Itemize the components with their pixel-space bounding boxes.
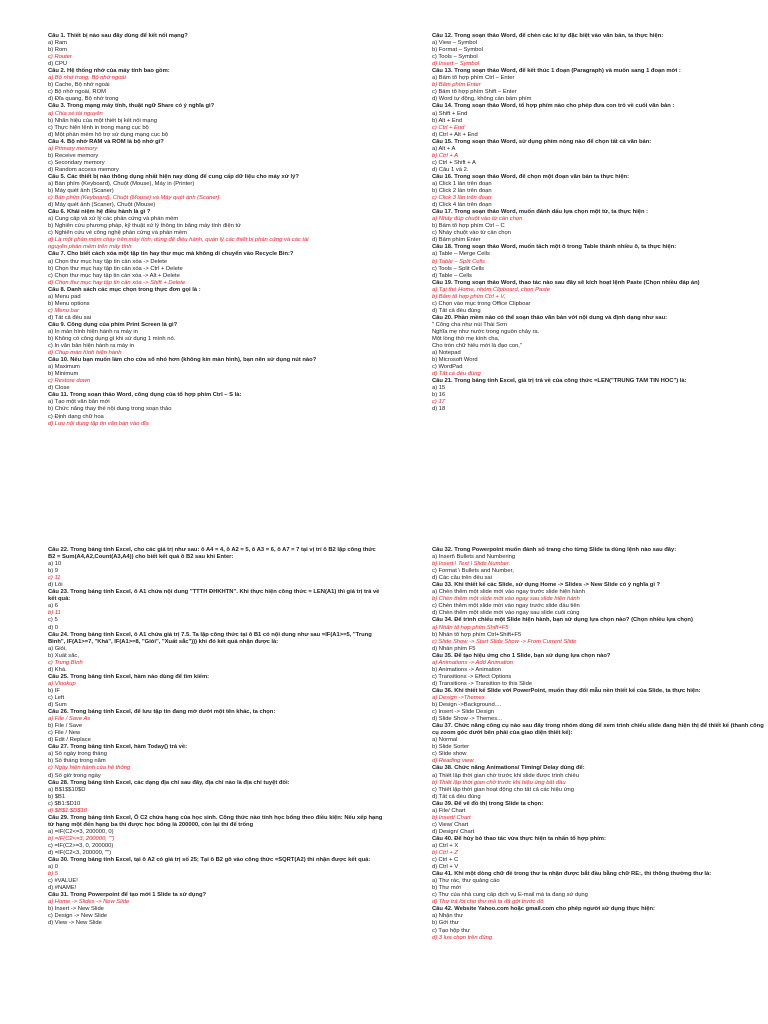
answer-option: d) Slide Show -> Themes... [432, 716, 502, 723]
question-text: Câu 34. Để trình chiếu một Slide hiện hành, bạn sử dụng lựa chọn nào? (Chọn nhiều lựa chọn) [432, 617, 693, 624]
answer-option: c) Thiết lập thời gian hoạt động cho tất cả các hiệu ứng [432, 786, 574, 793]
answer-option-correct: d) Reading view [432, 758, 474, 765]
question-text: Câu 27. Trong bảng tính Excel, hàm Today() trả về: [48, 744, 188, 751]
answer-option: d) Edit / Replace [48, 737, 91, 744]
answer-option: d) CPU [48, 61, 68, 68]
question-text: Câu 9. Công dụng của phím Print Screen là gì? [48, 321, 178, 328]
question-text: Câu 3. Trong mạng máy tính, thuật ngữ Share có ý nghĩa gì? [48, 103, 215, 110]
question-text: Câu 4. Bộ nhớ RAM và ROM là bộ nhớ gì? [48, 138, 164, 145]
answer-option: d) Ctrl + V [432, 864, 459, 871]
question-text: Câu 26. Trong bảng tính Excel, để lưu tập tin đang mở dưới một tên khác, ta chọn: [48, 709, 276, 716]
answer-option-correct: c) Router [48, 54, 72, 61]
answer-option: b) Thư mới [432, 885, 461, 892]
question-text: Câu 15. Trong soạn thảo Word, sử dụng phím nóng nào để chọn tất cả văn bản: [432, 138, 652, 145]
answer-option: c) Chèn thêm một slide mới vào ngay trước slide đầu tiên [432, 603, 580, 610]
answer-option: a) 0 [48, 864, 58, 871]
question-text: Câu 10. Nếu bạn muốn làm cho cửa sổ nhỏ hơn (không kín màn hình), bạn nên sử dụng nút nào? [48, 357, 317, 364]
answer-option: c) Tạo hộp thư [432, 927, 470, 934]
answer-option-correct: b) Bấm phím Enter [432, 82, 481, 89]
answer-option: d) Số giờ trong ngày [48, 772, 101, 779]
answer-option-correct: a) Vlookup [48, 680, 76, 687]
answer-option: d) Một phần mềm hỗ trợ sử dụng mạng cục bộ [48, 131, 169, 138]
answer-option: c) Transitions -> Effect Options [432, 673, 512, 680]
answer-option: a) In màn hình hiện hành ra máy in [48, 328, 138, 335]
answer-option: d) Bấm phím Enter [432, 237, 481, 244]
question-text: Câu 22. Trong bảng tính Excel, cho các giá trị như sau: ô A4 = 4, ô A2 = 5, ô A3 = 6, ô A7 = 7 tại vị trí ô B2 lập công thức B2 = Sum(A4,A2,Count(A3,A4)) cho biết kết quả ô B2 sau khi Enter: [48, 547, 376, 561]
question-text: Câu 20. Phần mềm nào có thể soạn thảo văn bản với nội dung và định dạng như sau: [432, 314, 668, 321]
answer-option: d) Table – Cells [432, 272, 472, 279]
answer-option: a) Số ngày trong tháng [48, 751, 107, 758]
question-text: Câu 24. Trong bảng tính Excel, ô A1 chứa giá trị 7.5. Ta lập công thức tại ô B1 có nội dung như sau =IF(A1>=5, "Trung Bình", IF(A1>=7, "Khá", IF(A1>=8, "Giỏi", "Xuất sắc"))) khi đó kết quả nhận được là: [48, 631, 372, 645]
answer-option-correct: b) Ctrl + A [432, 152, 459, 159]
answer-option: c) File / New [48, 730, 81, 737]
answer-option-correct: a) Tại thẻ Home, nhóm Clipboard, chọn Paste [432, 286, 550, 293]
answer-option: c) Ctrl + C [432, 857, 459, 864]
answer-option: c) Format \ Bullets and Number, [432, 568, 514, 575]
answer-option: c) In văn bản hiện hành ra máy in [48, 343, 135, 350]
answer-option-correct: c) Slide Show -> Start Slide Show -> From Current Slide [432, 638, 577, 645]
answer-option: d) Ctrl + Alt + End [432, 131, 478, 138]
answer-option-correct: a) Nhấn tổ hợp phím Shift+F5 [432, 624, 509, 631]
answer-option: d) 0 [48, 624, 58, 631]
answer-option: d) Design/ Chart [432, 828, 475, 835]
answer-option: a) 15 [432, 385, 446, 392]
answer-option: c) Tools – Split Cells [432, 265, 485, 272]
answer-option: a) Click 1 lần trên đoạn [432, 180, 492, 187]
answer-option: b) 9 [48, 568, 58, 575]
answer-option-correct: b) 5 [48, 871, 58, 878]
answer-option: d) Sum [48, 702, 67, 709]
answer-option: a) Normal [432, 737, 458, 744]
answer-option: b) Slide Sorter [432, 744, 470, 751]
column-top-left [48, 33, 383, 428]
answer-option: d) #NAME! [48, 885, 77, 892]
answer-option: d) Máy quét ảnh (Scaner), Chuột (Mouse) [48, 202, 156, 209]
answer-option-correct: b) Thiết lập thời gian chờ trước khi hiệu ứng bắt đầu [432, 779, 566, 786]
question-text: Câu 38. Chức năng Animations/ Timing/ Delay dùng để: [432, 765, 585, 772]
answer-option: a) Notepad [432, 350, 461, 357]
question-text: Câu 21. Trong bảng tính Excel, giá trị trả về của công thức =LEN("TRUNG TAM TIN HOC") là: [432, 378, 687, 385]
answer-option: a) Giỏi, [48, 645, 67, 652]
question-text: Câu 18. Trong soạn thảo Word, muốn tách một ô trong Table thành nhiều ô, ta thực hiện: [432, 244, 677, 251]
answer-option-correct: d) Lưu nội dung tập tin văn bản vào đĩa [48, 420, 149, 427]
answer-option: c) Tools – Symbol [432, 54, 478, 61]
question-text: Câu 32. Trong Powerpoint muốn đánh số trang cho từng Slide ta dùng lệnh nào sau đây: [432, 547, 677, 553]
answer-option-correct: a) Design ->Themes [432, 694, 485, 701]
answer-option-correct: b) Insert/ Chart [432, 814, 471, 821]
answer-option-correct: c) 17 [432, 399, 445, 406]
answer-option-correct: c) Restore down [48, 378, 91, 385]
answer-option: a) Alt + A [432, 145, 456, 152]
question-text: Câu 29. Trong bảng tính Excel, Ô C2 chứa hạng của học sinh. Công thức nào tính học bổng theo điều kiện: Nếu xếp hạng từ hạng một đến hạng ba thì được học bổng là 200000, còn lại thì để trống [48, 814, 383, 828]
answer-option: c) =IF(C2>=3, 0, 200000) [48, 842, 114, 849]
answer-option: a) Ctrl + X [432, 842, 459, 849]
answer-option: c) Chọn thư mục hay tập tin cần xóa -> Alt + Delete [48, 272, 180, 279]
question-text: Câu 11. Trong soạn thảo Word, công dụng của tổ hợp phím Ctrl – S là: [48, 392, 242, 399]
answer-option: a) Nhận thư [432, 913, 463, 920]
answer-option-correct: a) Chia sẻ tài nguyên [48, 110, 103, 117]
answer-option: a) Chọn thư mục hay tập tin cần xóa -> Delete [48, 258, 168, 265]
answer-option-correct: nguyên phần mềm trên máy tính [48, 244, 132, 251]
answer-option: c) Secondary memory [48, 159, 105, 166]
question-text: Câu 25. Trong bảng tính Excel, hàm nào dùng để tìm kiếm: [48, 673, 210, 680]
answer-option: a) Tạo một văn bản mới [48, 399, 110, 406]
answer-option: a) Bấm tổ hợp phím Ctrl – Enter [432, 75, 515, 82]
answer-option: b) Nhấn tổ hợp phím Ctrl+Shift+F5 [432, 631, 522, 638]
answer-option: b) Xuất sắc, [48, 652, 79, 659]
question-text: Câu 35. Để tạo hiệu ứng cho 1 Slide, bạn sử dụng lựa chọn nào? [432, 652, 611, 659]
answer-option: d) Word tự động, không cần bấm phím [432, 96, 532, 103]
answer-option: a) Maximum [48, 364, 80, 371]
answer-option: c) Design -> New Slide [48, 913, 108, 920]
answer-option: d) View -> New Slide [48, 920, 102, 927]
answer-option: a) =IF(C2<=3, 200000, 0) [48, 828, 114, 835]
answer-option: c) View/ Chart [432, 821, 469, 828]
answer-option-correct: d) Chọn thư mục hay tập tin cần xóa -> Shift + Delete [48, 279, 186, 286]
question-text: Câu 2. Hệ thống nhớ của máy tính bao gồm: [48, 68, 170, 75]
answer-option: b) Rom [48, 47, 68, 54]
answer-option-correct: a) Animations -> Add Animation [432, 659, 514, 666]
column-bottom-left [48, 547, 383, 928]
answer-option: c) Insert -> Slide Design [432, 709, 495, 716]
answer-option: b) Cache, Bộ nhớ ngoài [48, 82, 110, 89]
question-text: Câu 19. Trong soạn thảo Word, thao tác nào sau đây sẽ kích hoạt lệnh Paste (Chọn nhiều đáp án) [432, 279, 700, 286]
answer-option-correct: c) Click 3 lần trên đoạn [432, 195, 492, 202]
answer-option-correct: d) Thư trả lời cho thư mà ta đã gởi trước đó [432, 899, 544, 906]
question-text: Câu 28. Trong bảng tính Excel, các dạng địa chỉ sau đây, địa chỉ nào là địa chỉ tuyệt đối: [48, 779, 290, 786]
answer-option: a) 10 [48, 561, 62, 568]
answer-option: c) Bộ nhớ ngoài, ROM [48, 89, 106, 96]
question-text: Câu 42. Website Yahoo.com hoặc gmail.com cho phép người sử dụng thực hiện: [432, 906, 655, 913]
answer-option: a) Menu pad [48, 293, 81, 300]
answer-option: d) Câu 1 và 2. [432, 166, 469, 173]
question-text: Câu 40. Để hủy bỏ thao tác vừa thực hiện ta nhấn tổ hợp phím: [432, 835, 606, 842]
answer-option: Nghĩa mẹ như nước trong nguồn chảy ra. [432, 328, 540, 335]
answer-option: a) Thư rác, thư quảng cáo [432, 878, 500, 885]
answer-option: a) File/ Chart [432, 807, 466, 814]
answer-option-correct: a) Nháy đúp chuột vào từ cần chọn [432, 216, 523, 223]
answer-option: c) Thư của nhà cung cấp dịch vụ E-mail mà ta đang sử dụng [432, 892, 588, 899]
answer-option: b) Microsoft Word [432, 357, 478, 364]
question-text: Câu 37. Chức năng công cụ nào sau đây trong nhóm dùng để xem trình chiếu slide đang hiện thị để thiết kế (thanh công cụ zoom góc dưới bên phải của giao diện thiết kế): [432, 723, 764, 737]
answer-option: Một lòng thờ mẹ kính cha, [432, 336, 500, 343]
answer-option: b) Insert -> New Slide [48, 906, 104, 913]
answer-option: b) Receive memory [48, 152, 99, 159]
answer-option: d) Các câu trên đều sai [432, 575, 492, 582]
question-text: Câu 14. Trong soạn thảo Word, tổ hợp phím nào cho phép đưa con trỏ về cuối văn bản : [432, 103, 675, 110]
answer-option-correct: b) 11 [48, 610, 61, 617]
question-text: Câu 31. Trong Powerpoint để tạo mới 1 Slide ta sử dụng? [48, 892, 207, 899]
answer-option: b) Số tháng trong năm [48, 758, 106, 765]
answer-option: a) Ram [48, 40, 68, 47]
column-top-right [432, 33, 767, 414]
question-text: Câu 33. Khi thiết kế các Slide, sử dụng Home -> Slides -> New Slide có ý nghĩa gì ? [432, 582, 661, 589]
answer-option: b) Alt + End [432, 117, 463, 124]
answer-option: d) Tất cả đều đúng [432, 793, 481, 800]
question-text: Câu 39. Để vẽ đồ thị trong Slide ta chọn: [432, 800, 544, 807]
answer-option: a) B$1$$10$D [48, 786, 86, 793]
answer-option: b) $B1 [48, 793, 66, 800]
answer-option: d) =IF(C2<3, 200000, "") [48, 850, 112, 857]
question-text: Câu 17. Trong soạn thảo Word, muốn đánh dấu lựa chọn một từ, ta thực hiện : [432, 209, 649, 216]
answer-option: d) Đĩa quang, Bộ nhớ trong [48, 96, 119, 103]
answer-option-correct: d) Là một phần mềm chạy trên máy tính, dùng để điều hành, quản lý các thiết bị phần cứng và các tài [48, 237, 309, 244]
question-text: Câu 12. Trong soạn thảo Word, để chèn các kí tự đặc biệt vào văn bản, ta thực hiện: [432, 33, 664, 39]
answer-option: c) Thực hiện lệnh in trong mạng cục bộ [48, 124, 149, 131]
question-text: Câu 8. Danh sách các mục chọn trong thực đơn gọi là : [48, 286, 201, 293]
answer-option: a) Insert\ Bullets and Numbering [432, 554, 516, 561]
answer-option-correct: d) $B$1:$D$10 [48, 807, 87, 814]
answer-option: Cho tròn chữ hiếu mới là đạo con," [432, 343, 522, 350]
answer-option: a) Thiết lập thời gian chờ trước khi slide được trình chiếu [432, 772, 579, 779]
answer-option: d) Chèn thêm một slide mới vào ngay sau slide cuối cùng [432, 610, 580, 617]
answer-option-correct: b) Chèn thêm một slide mới vào ngay sau slide hiện hành [432, 596, 580, 603]
answer-option-correct: b) Bấm tổ hợp phím Ctrl + V, [432, 293, 506, 300]
answer-option-correct: c) Ngày hiện hành của hệ thống [48, 765, 131, 772]
answer-option: d) Lỗi [48, 582, 63, 589]
question-text: Câu 30. Trong bảng tính Excel, tại ô A2 có giá trị số 25; Tại ô B2 gõ vào công thức =SQRT(A2) thì nhận được kết quả: [48, 857, 371, 864]
question-text: Câu 36. Khi thiết kế Slide với PowerPoint, muốn thay đổi mẫu nền thiết kế của Slide, ta thực hiện: [432, 687, 701, 694]
answer-option: b) Chức năng thay thế nội dung trong soạn thảo [48, 406, 172, 413]
question-text: Câu 23. Trong bảng tính Excel, ô A1 chứa nội dung "TTTH ĐHKHTN". Khi thực hiện công thức = LEN(A1) thì giá trị trả về kết quả: [48, 589, 380, 603]
answer-option: a) 6 [48, 603, 58, 610]
question-text: Câu 6. Khái niệm hệ điều hành là gì ? [48, 209, 151, 216]
answer-option: d) Random access memory [48, 166, 119, 173]
answer-option: d) 18 [432, 406, 446, 413]
answer-option: c) Ctrl + Shift + A [432, 159, 476, 166]
answer-option: d) Khá. [48, 666, 67, 673]
answer-option-correct: c) Trung Bình [48, 659, 83, 666]
answer-option: c) Định dạng chữ hoa [48, 413, 104, 420]
answer-option: d) Close [48, 385, 70, 392]
answer-option-correct: d) Insert – Symbol [432, 61, 480, 68]
answer-option: d) Tất cả đều sai [48, 314, 92, 321]
answer-option-correct: a) Bộ nhớ trong, Bộ nhớ ngoài [48, 75, 126, 82]
answer-option: b) IF [48, 687, 60, 694]
answer-option: " Công cha như núi Thái Sơn [432, 321, 508, 328]
answer-option: c) Nháy chuột vào từ cần chọn [432, 230, 511, 237]
answer-option-correct: c) Bàn phím (Keyboard), Chuột (Mouse) và Máy quét ảnh (Scaner) [48, 195, 220, 202]
answer-option-correct: a) Primary memory [48, 145, 98, 152]
answer-option: d) Click 4 lần trên đoạn [432, 202, 492, 209]
answer-option: c) Slide show [432, 751, 467, 758]
answer-option: b) Máy quét ảnh (Scaner) [48, 188, 114, 195]
question-text: Câu 13. Trong soạn thảo Word, để kết thúc 1 đoạn (Paragraph) và muốn sang 1 đoạn mới : [432, 68, 681, 75]
answer-option: b) Minimum [48, 371, 79, 378]
answer-option-correct: c) Menu bar [48, 307, 79, 314]
answer-option: b) Animations -> Animation [432, 666, 502, 673]
answer-option: b) Bấm tổ hợp phím Ctrl – C [432, 223, 505, 230]
answer-option: b) Menu options [48, 300, 90, 307]
answer-option: b) 16 [432, 392, 446, 399]
answer-option: a) Table – Merge Cells [432, 251, 490, 258]
answer-option-correct: a) File / Save As [48, 716, 91, 723]
answer-option: b) File / Save [48, 723, 83, 730]
answer-option: c) $B1:$D10 [48, 800, 81, 807]
answer-option: c) Bấm tổ hợp phím Shift – Enter [432, 89, 517, 96]
answer-option: b) Không có công dụng gì khi sử dụng 1 mình nó. [48, 336, 176, 343]
answer-option: a) Bàn phím (Keyboard), Chuột (Mouse), Máy in (Printer) [48, 180, 195, 187]
answer-option: a) View – Symbol [432, 40, 477, 47]
answer-option: c) Left [48, 694, 65, 701]
question-text: Câu 1. Thiết bị nào sau đây dùng để kết nối mạng? [48, 33, 188, 39]
answer-option-correct: d) 3 lựa chọn trên đúng [432, 934, 493, 941]
answer-option: b) Design ->Background.... [432, 702, 502, 709]
answer-option-correct: a) Home -> Slides -> New Slide [48, 899, 130, 906]
answer-option: d) Tất cả đều đúng [432, 307, 481, 314]
question-text: Câu 7. Cho biết cách xóa một tập tin hay thư mục mà không di chuyển vào Recycle Bin:? [48, 251, 294, 258]
answer-option-correct: b) Insert \ Text \ Slide Number. [432, 561, 511, 568]
answer-option: b) Nghiên cứu phương pháp, kỹ thuật xử lý thông tin bằng máy tính điện tử [48, 223, 242, 230]
answer-option-correct: b) =IF(C2<=3, 200000, "") [48, 835, 115, 842]
answer-option: a) Shift + End [432, 110, 468, 117]
question-text: Câu 41. Khi một dòng chữ đề trong thư ta nhận được bắt đầu bằng chữ RE:, thì thông thường thư là: [432, 871, 712, 878]
question-text: Câu 16. Trong soạn thảo Word, để chọn một đoạn văn bản ta thực hiện: [432, 173, 630, 180]
answer-option-correct: d) Chụp màn hình hiện hành [48, 350, 122, 357]
answer-option: a) Chèn thêm một slide mới vào ngay trước slide hiện hành [432, 589, 585, 596]
answer-option: b) Gởi thư [432, 920, 459, 927]
answer-option: b) Nhãn hiệu của một thiết bị kết nối mạng [48, 117, 157, 124]
answer-option-correct: c) Ctrl + End [432, 124, 465, 131]
answer-option: c) Chọn vào mục trong Office Clipboar [432, 300, 531, 307]
answer-option: b) Click 2 lần trên đoạn [432, 188, 492, 195]
answer-option: c) 5 [48, 617, 58, 624]
answer-option: d) Transitions -> Transition to this Slide [432, 680, 533, 687]
question-text: Câu 5. Các thiết bị nào thông dụng nhất hiện nay dùng để cung cấp dữ liệu cho máy xử lý? [48, 173, 299, 180]
answer-option: b) Chọn thư mục hay tập tin cần xóa -> Ctrl + Delete [48, 265, 183, 272]
answer-option: c) Nghiên cứu về công nghệ phần cứng và phần mềm [48, 230, 187, 237]
answer-option: c) #VALUE! [48, 878, 78, 885]
answer-option: c) WordPad [432, 364, 463, 371]
answer-option-correct: d) Tất cả đều đúng [432, 371, 481, 378]
answer-option: a) Cung cấp và xử lý các phần cứng và phần mềm [48, 216, 179, 223]
answer-option-correct: c) 11 [48, 575, 61, 582]
answer-option: d) Nhấn phím F5 [432, 645, 476, 652]
column-bottom-right [432, 547, 767, 942]
answer-option-correct: b) Table – Split Cells [432, 258, 485, 265]
answer-option-correct: b) Ctrl + Z [432, 850, 458, 857]
answer-option: b) Format – Symbol [432, 47, 483, 54]
